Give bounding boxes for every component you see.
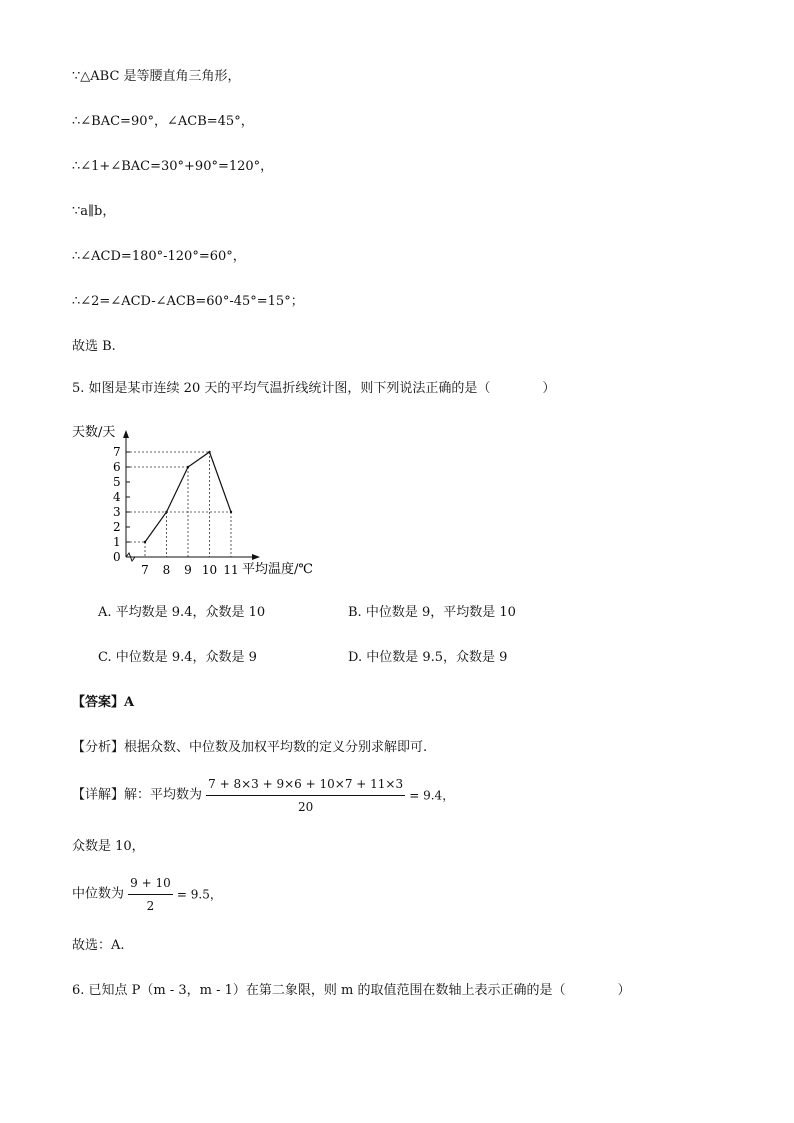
x-tick-label: 7 [141, 563, 149, 577]
y-tick-label: 7 [113, 445, 121, 459]
x-tick-label: 9 [184, 563, 192, 577]
y-tick-label: 5 [113, 475, 121, 489]
question-6: 6. 已知点 P（m - 3，m - 1）在第二象限，则 m 的取值范围在数轴上表示正确的是（ ） [72, 983, 631, 998]
mean-denominator: 20 [297, 800, 314, 814]
x-tick-label: 8 [162, 563, 171, 577]
detail-line [72, 775, 454, 816]
mean-fraction [206, 775, 405, 816]
proof-line-6: ∴∠2=∠ACD-∠ACB=60°-45°=15°； [72, 294, 304, 309]
x-axis-arrow [252, 554, 260, 560]
option-d[interactable]: D. 中位数是 9.5，众数是 9 [348, 650, 508, 665]
answer-line: 【答案】A [72, 695, 135, 710]
y-axis-arrow [123, 430, 129, 438]
x-axis-label: 平均温度/℃ [242, 562, 313, 577]
proof-line-4: ∵a∥b， [72, 204, 116, 219]
proof-line-1: ∵△ABC 是等腰直角三角形， [72, 69, 241, 84]
proof-line-5: ∴∠ACD=180°-120°=60°， [72, 249, 246, 264]
median-prefix: 中位数为 [72, 886, 125, 902]
median-fraction [128, 874, 173, 915]
y-tick-label: 4 [113, 490, 121, 504]
analysis-line: 【分析】根据众数、中位数及加权平均数的定义分别求解即可. [72, 740, 428, 755]
mean-numerator: 7 + 8×3 + 9×6 + 10×7 + 11×3 [206, 775, 405, 796]
data-point [144, 541, 146, 543]
temperature-line-chart [70, 420, 350, 580]
question-5: 5. 如图是某市连续 20 天的平均气温折线统计图，则下列说法正确的是（ ） [72, 381, 556, 396]
y-tick-label: 6 [113, 460, 121, 474]
y-tick-label: 2 [113, 520, 121, 534]
median-result: = 9.5， [176, 887, 222, 902]
choose-line: 故选：A. [72, 938, 125, 953]
option-a[interactable]: A. 平均数是 9.4，众数是 10 [98, 605, 266, 620]
median-denominator: 2 [146, 899, 155, 913]
data-point [165, 511, 167, 513]
axes [123, 430, 260, 561]
data-point [230, 511, 232, 513]
proof-line-7: 故选 B. [72, 339, 116, 354]
detail-prefix: 【详解】解：平均数为 [72, 787, 203, 803]
option-c[interactable]: C. 中位数是 9.4，众数是 9 [98, 650, 257, 665]
median-line [72, 874, 222, 915]
x-tick-label: 10 [201, 563, 218, 577]
y-tick-label: 0 [113, 550, 121, 564]
x-tick-label: 11 [223, 563, 239, 577]
y-tick-label: 3 [113, 505, 121, 519]
mode-line: 众数是 10， [72, 839, 145, 854]
proof-line-3: ∴∠1+∠BAC=30°+90°=120°， [72, 159, 274, 174]
y-tick-label: 1 [113, 535, 121, 549]
mean-result: = 9.4， [409, 788, 455, 803]
median-numerator: 9 + 10 [128, 874, 173, 895]
data-point [208, 451, 210, 453]
data-point [187, 466, 189, 468]
proof-line-2: ∴∠BAC=90°，∠ACB=45°， [72, 114, 254, 129]
chart-svg [70, 420, 350, 580]
y-axis-label: 天数/天 [72, 425, 116, 440]
option-b[interactable]: B. 中位数是 9，平均数是 10 [348, 605, 516, 620]
